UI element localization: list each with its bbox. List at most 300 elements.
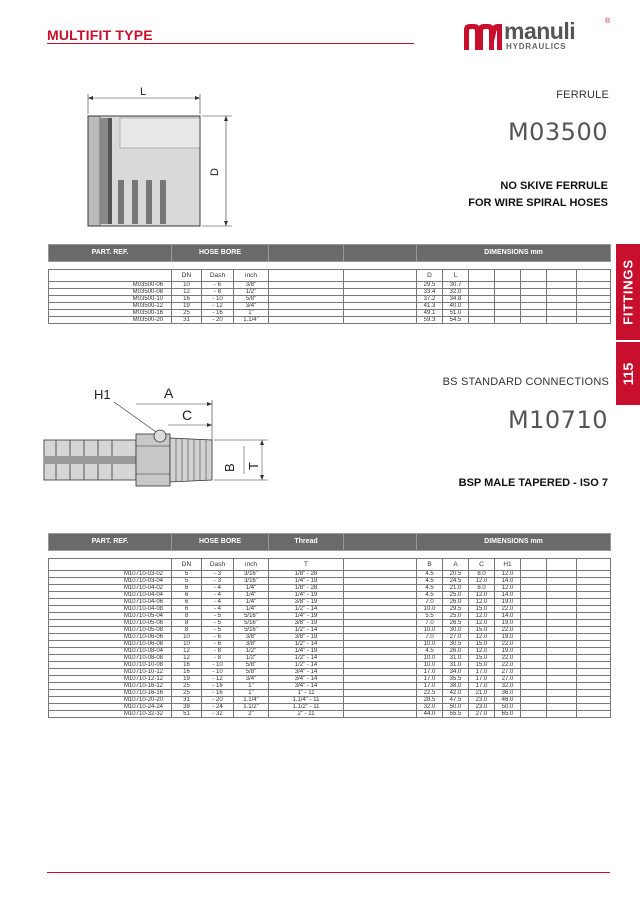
table-cell: 54.5 (443, 317, 469, 324)
part-ref-cell: M10710-16-12 (49, 683, 172, 690)
table-cell: - 8 (202, 289, 234, 296)
table-cell: 22.0 (495, 606, 521, 613)
empty-cell (344, 690, 417, 697)
registered-mark: ® (605, 18, 611, 25)
product2-code: M10710 (507, 406, 608, 434)
table-cell: 3/16" (234, 578, 269, 585)
side-tab-section (616, 244, 640, 340)
table-cell: 10.0 (417, 655, 443, 662)
product2-description: BSP MALE TAPERED - ISO 7 (458, 477, 608, 489)
empty-cell (577, 592, 611, 599)
empty-cell (469, 317, 495, 324)
empty-cell (547, 704, 577, 711)
table-cell: 26.0 (443, 648, 469, 655)
empty-cell (344, 599, 417, 606)
empty-cell (469, 289, 495, 296)
empty-cell (521, 655, 547, 662)
table-cell: 1/2" - 14 (269, 641, 344, 648)
table-cell: 1.1/2" - 11 (269, 704, 344, 711)
table-cell: 27.0 (443, 634, 469, 641)
table-cell: 3/16" (234, 571, 269, 578)
table-row (49, 641, 611, 648)
table-row (49, 704, 611, 711)
empty-cell (547, 303, 577, 310)
dim-T-label: T (246, 462, 261, 470)
table-cell: 3/4" (234, 676, 269, 683)
table-cell: 1/8" - 28 (269, 571, 344, 578)
ferrule-spec-table (48, 244, 611, 324)
table-cell: - 8 (202, 655, 234, 662)
sub-empty (344, 559, 417, 571)
table-cell: 26.0 (443, 599, 469, 606)
sub-c: C (469, 559, 495, 571)
empty-cell (577, 578, 611, 585)
table-cell: 1/2" (234, 655, 269, 662)
table-cell: 19.0 (495, 648, 521, 655)
empty-cell (577, 704, 611, 711)
part-ref-cell: M10710-04-04 (49, 592, 172, 599)
empty-cell (521, 606, 547, 613)
table-cell: 22.0 (495, 662, 521, 669)
table-cell: - 16 (202, 690, 234, 697)
table-row (49, 289, 611, 296)
table-row (49, 585, 611, 592)
part-ref-cell: M10710-04-08 (49, 606, 172, 613)
empty-cell (269, 296, 344, 303)
sub-dash: Dash (202, 559, 234, 571)
footer-rule (47, 872, 610, 873)
m10710-spec-table (48, 533, 611, 718)
table-cell: 25 (172, 683, 202, 690)
table-row (49, 627, 611, 634)
part-ref-cell: M10710-24-24 (49, 704, 172, 711)
table-cell: 1/4" (234, 599, 269, 606)
table-cell: 12 (172, 648, 202, 655)
table-cell: 5/16" (234, 613, 269, 620)
table-cell: 51.0 (443, 310, 469, 317)
table-cell: 19 (172, 676, 202, 683)
table-cell: 1/4" - 19 (269, 648, 344, 655)
empty-cell (344, 289, 417, 296)
sub-inch: inch (234, 270, 269, 282)
dim-H1-label: H1 (94, 387, 111, 402)
sub-h1: H1 (495, 559, 521, 571)
table-cell: 47.5 (443, 697, 469, 704)
table-cell: - 12 (202, 303, 234, 310)
side-tab-page (616, 342, 640, 405)
table-cell: 1/4" (234, 592, 269, 599)
table-cell: 10 (172, 282, 202, 289)
table-cell: - 4 (202, 606, 234, 613)
sub-empty (269, 270, 344, 282)
col-hose-bore: HOSE BORE (172, 245, 269, 262)
empty-cell (577, 683, 611, 690)
table-cell: 17.0 (469, 669, 495, 676)
table-cell: 37.2 (417, 296, 443, 303)
empty-cell (344, 669, 417, 676)
table-cell: 51 (172, 711, 202, 718)
table-cell: 15.0 (469, 627, 495, 634)
empty-cell (521, 578, 547, 585)
empty-cell (495, 289, 521, 296)
sub-l: L (443, 270, 469, 282)
table-cell: 49.1 (417, 310, 443, 317)
table-cell: 31 (172, 317, 202, 324)
part-ref-cell: M10710-04-06 (49, 599, 172, 606)
table-cell: 65.0 (495, 711, 521, 718)
empty-cell (577, 627, 611, 634)
empty-cell (521, 697, 547, 704)
table-cell: 5 (172, 571, 202, 578)
table-row (49, 599, 611, 606)
table-row (49, 613, 611, 620)
empty-cell (547, 620, 577, 627)
empty-cell (344, 592, 417, 599)
part-ref-cell: M10710-10-12 (49, 669, 172, 676)
table-cell: 12.0 (469, 648, 495, 655)
table-cell: 17.0 (469, 683, 495, 690)
empty-cell (344, 296, 417, 303)
brand-subtitle: HYDRAULICS (506, 42, 567, 51)
empty-cell (577, 317, 611, 324)
table-cell: 12.0 (469, 613, 495, 620)
sub-empty (521, 270, 547, 282)
table-cell: - 20 (202, 697, 234, 704)
col-hose-bore: HOSE BORE (172, 534, 269, 551)
table-cell: 15.0 (469, 641, 495, 648)
table-cell: 5/16" (234, 620, 269, 627)
sub-empty (49, 559, 172, 571)
empty-cell (547, 662, 577, 669)
empty-cell (344, 676, 417, 683)
part-ref-cell: M10710-05-06 (49, 620, 172, 627)
table-cell: 10.0 (417, 662, 443, 669)
table-row (49, 282, 611, 289)
sub-inch: inch (234, 559, 269, 571)
empty-cell (269, 303, 344, 310)
table-cell: 3/8" (234, 282, 269, 289)
table-cell: 21.0 (469, 690, 495, 697)
table-cell: - 20 (202, 317, 234, 324)
table-cell: 3/8" - 19 (269, 599, 344, 606)
empty-cell (344, 620, 417, 627)
table-cell: 17.0 (417, 683, 443, 690)
table-cell: - 32 (202, 711, 234, 718)
table-cell: 14.0 (495, 613, 521, 620)
empty-cell (577, 613, 611, 620)
table-cell: 1/4" - 19 (269, 592, 344, 599)
table-cell: 1/2" - 14 (269, 627, 344, 634)
table-cell: 29.5 (443, 606, 469, 613)
table-cell: 7.0 (417, 599, 443, 606)
table-cell: - 16 (202, 683, 234, 690)
table-cell: 12.0 (469, 599, 495, 606)
table-cell: 14.0 (495, 578, 521, 585)
empty-cell (521, 613, 547, 620)
table-cell: 19.0 (495, 634, 521, 641)
table-cell: 5/8" (234, 669, 269, 676)
empty-cell (344, 683, 417, 690)
empty-cell (547, 648, 577, 655)
table-row (49, 303, 611, 310)
empty-cell (577, 690, 611, 697)
empty-cell (577, 289, 611, 296)
table-cell: 6 (172, 585, 202, 592)
table-cell: 34.0 (443, 669, 469, 676)
table-cell: 3/4" - 14 (269, 683, 344, 690)
empty-cell (521, 641, 547, 648)
table-cell: 6 (172, 592, 202, 599)
table-cell: 25 (172, 310, 202, 317)
table-cell: 16 (172, 669, 202, 676)
table-cell: 27.0 (495, 676, 521, 683)
table-cell: 42.0 (443, 690, 469, 697)
table-cell: 55.5 (443, 711, 469, 718)
empty-cell (547, 613, 577, 620)
empty-cell (547, 690, 577, 697)
table-cell: - 16 (202, 310, 234, 317)
table-cell: 31.0 (443, 655, 469, 662)
table-cell: 5 (172, 578, 202, 585)
empty-cell (521, 669, 547, 676)
table-cell: 32.0 (495, 683, 521, 690)
table-cell: 3/8" (234, 634, 269, 641)
table-cell: 5.5 (417, 613, 443, 620)
table-row (49, 592, 611, 599)
product1-desc-line2: FOR WIRE SPIRAL HOSES (468, 197, 608, 209)
table-cell: 27.0 (469, 711, 495, 718)
empty-cell (547, 599, 577, 606)
manuli-mark-icon (462, 22, 504, 52)
empty-cell (577, 571, 611, 578)
part-ref-cell: M03500-20 (49, 317, 172, 324)
table-cell: 19 (172, 303, 202, 310)
part-ref-cell: M10710-05-04 (49, 613, 172, 620)
part-ref-cell: M10710-16-16 (49, 690, 172, 697)
table-cell: 1" (234, 683, 269, 690)
col-empty (344, 534, 417, 551)
product2-category: BS STANDARD CONNECTIONS (442, 376, 609, 388)
product1-category: FERRULE (556, 89, 609, 101)
table-cell: - 4 (202, 585, 234, 592)
table-cell: - 3 (202, 571, 234, 578)
empty-cell (344, 578, 417, 585)
part-ref-cell: M10710-32-32 (49, 711, 172, 718)
empty-cell (344, 627, 417, 634)
table-cell: 1/4" - 19 (269, 613, 344, 620)
table-cell: 5/16" (234, 627, 269, 634)
table-cell: 12.0 (469, 578, 495, 585)
table-row (49, 655, 611, 662)
empty-cell (577, 620, 611, 627)
sub-empty (577, 559, 611, 571)
empty-cell (577, 648, 611, 655)
table-cell: 32.0 (417, 704, 443, 711)
ferrule-table-body (49, 282, 611, 324)
table-cell: 16 (172, 296, 202, 303)
empty-cell (344, 303, 417, 310)
empty-cell (521, 289, 547, 296)
empty-cell (547, 697, 577, 704)
empty-cell (547, 655, 577, 662)
part-ref-cell: M03500-08 (49, 289, 172, 296)
table-cell: 27.0 (495, 669, 521, 676)
table-cell: - 6 (202, 634, 234, 641)
empty-cell (495, 303, 521, 310)
empty-cell (495, 282, 521, 289)
table-cell: 3/8" - 19 (269, 634, 344, 641)
empty-cell (344, 606, 417, 613)
col-thread: Thread (269, 534, 344, 551)
col-dimensions: DIMENSIONS mm (417, 245, 611, 262)
empty-cell (521, 592, 547, 599)
table-cell: 1" - 11 (269, 690, 344, 697)
table-cell: 1/2" - 14 (269, 662, 344, 669)
empty-cell (344, 655, 417, 662)
empty-cell (577, 296, 611, 303)
empty-cell (469, 282, 495, 289)
empty-cell (521, 317, 547, 324)
brand-logo (462, 18, 612, 58)
table-cell: - 12 (202, 676, 234, 683)
m10710-drawing (36, 380, 276, 510)
empty-cell (269, 282, 344, 289)
empty-cell (521, 620, 547, 627)
table-cell: - 24 (202, 704, 234, 711)
table-cell: 1/2" - 14 (269, 655, 344, 662)
empty-cell (521, 690, 547, 697)
sub-a: A (443, 559, 469, 571)
table-cell: - 6 (202, 282, 234, 289)
empty-cell (577, 641, 611, 648)
table-cell: 8.0 (469, 585, 495, 592)
col-part-ref: PART. REF. (49, 245, 172, 262)
sub-d: D (417, 270, 443, 282)
table-gap (49, 262, 611, 270)
empty-cell (469, 310, 495, 317)
empty-cell (577, 282, 611, 289)
table-cell: 36.0 (495, 690, 521, 697)
empty-cell (547, 310, 577, 317)
table-cell: 12.0 (469, 634, 495, 641)
empty-cell (547, 571, 577, 578)
empty-cell (269, 289, 344, 296)
table-cell: 15.0 (469, 606, 495, 613)
empty-cell (547, 634, 577, 641)
side-tab-label: FITTINGS (620, 259, 636, 325)
table-cell: 3/8" - 19 (269, 620, 344, 627)
col-dimensions: DIMENSIONS mm (417, 534, 611, 551)
table-cell: 1" (234, 310, 269, 317)
col-empty (344, 245, 417, 262)
empty-cell (577, 585, 611, 592)
table-cell: 20.5 (443, 571, 469, 578)
part-ref-cell: M10710-03-02 (49, 571, 172, 578)
empty-cell (344, 613, 417, 620)
table-cell: 12 (172, 289, 202, 296)
table-cell: 8 (172, 627, 202, 634)
table-row (49, 634, 611, 641)
table-cell: 4.5 (417, 571, 443, 578)
table-cell: 21.0 (443, 585, 469, 592)
col-empty (269, 245, 344, 262)
empty-cell (547, 282, 577, 289)
product1-description (468, 178, 608, 212)
sub-empty (577, 270, 611, 282)
part-ref-cell: M10710-10-08 (49, 662, 172, 669)
table-cell: 22.0 (495, 627, 521, 634)
page-title: MULTIFIT TYPE (47, 27, 153, 43)
table-cell: 7.0 (417, 620, 443, 627)
dim-B-label: B (222, 463, 237, 472)
sub-dn: DN (172, 559, 202, 571)
page-number: 115 (620, 362, 636, 385)
table-cell: 1/2" - 14 (269, 606, 344, 613)
table-cell: 30.7 (443, 282, 469, 289)
table-cell: 29.5 (417, 282, 443, 289)
sub-empty (547, 270, 577, 282)
part-ref-cell: M10710-04-02 (49, 585, 172, 592)
table-cell: - 8 (202, 648, 234, 655)
part-ref-cell: M10710-08-08 (49, 655, 172, 662)
table-cell: 10 (172, 634, 202, 641)
part-ref-cell: M03500-12 (49, 303, 172, 310)
table-cell: 32.0 (443, 289, 469, 296)
empty-cell (547, 317, 577, 324)
table-cell: 31 (172, 697, 202, 704)
empty-cell (521, 683, 547, 690)
table-cell: 1.1/2" (234, 704, 269, 711)
empty-cell (547, 592, 577, 599)
header-rule (47, 43, 414, 44)
empty-cell (344, 641, 417, 648)
table-cell: 44.0 (417, 711, 443, 718)
empty-cell (547, 669, 577, 676)
table-cell: 3/4" (234, 303, 269, 310)
empty-cell (547, 641, 577, 648)
empty-cell (547, 683, 577, 690)
table-row (49, 296, 611, 303)
table-cell: 26.5 (443, 620, 469, 627)
part-ref-cell: M10710-06-06 (49, 634, 172, 641)
col-part-ref: PART. REF. (49, 534, 172, 551)
table-row (49, 690, 611, 697)
table-cell: 25.0 (443, 592, 469, 599)
sub-empty (495, 270, 521, 282)
table-cell: 14.0 (495, 592, 521, 599)
empty-cell (521, 303, 547, 310)
table-cell: - 4 (202, 592, 234, 599)
table-row (49, 648, 611, 655)
table-cell: 28.5 (417, 697, 443, 704)
dim-D-label: D (209, 168, 221, 176)
empty-cell (495, 317, 521, 324)
empty-cell (547, 606, 577, 613)
empty-cell (521, 310, 547, 317)
empty-cell (577, 634, 611, 641)
empty-cell (547, 627, 577, 634)
table-cell: - 10 (202, 296, 234, 303)
table-cell: 5/8" (234, 662, 269, 669)
table-cell: 41.3 (417, 303, 443, 310)
empty-cell (547, 676, 577, 683)
table-cell: 50.0 (495, 704, 521, 711)
table-cell: 24.5 (443, 578, 469, 585)
table-row (49, 697, 611, 704)
empty-cell (521, 711, 547, 718)
table-cell: 12.0 (469, 592, 495, 599)
table-cell: 8.0 (469, 571, 495, 578)
